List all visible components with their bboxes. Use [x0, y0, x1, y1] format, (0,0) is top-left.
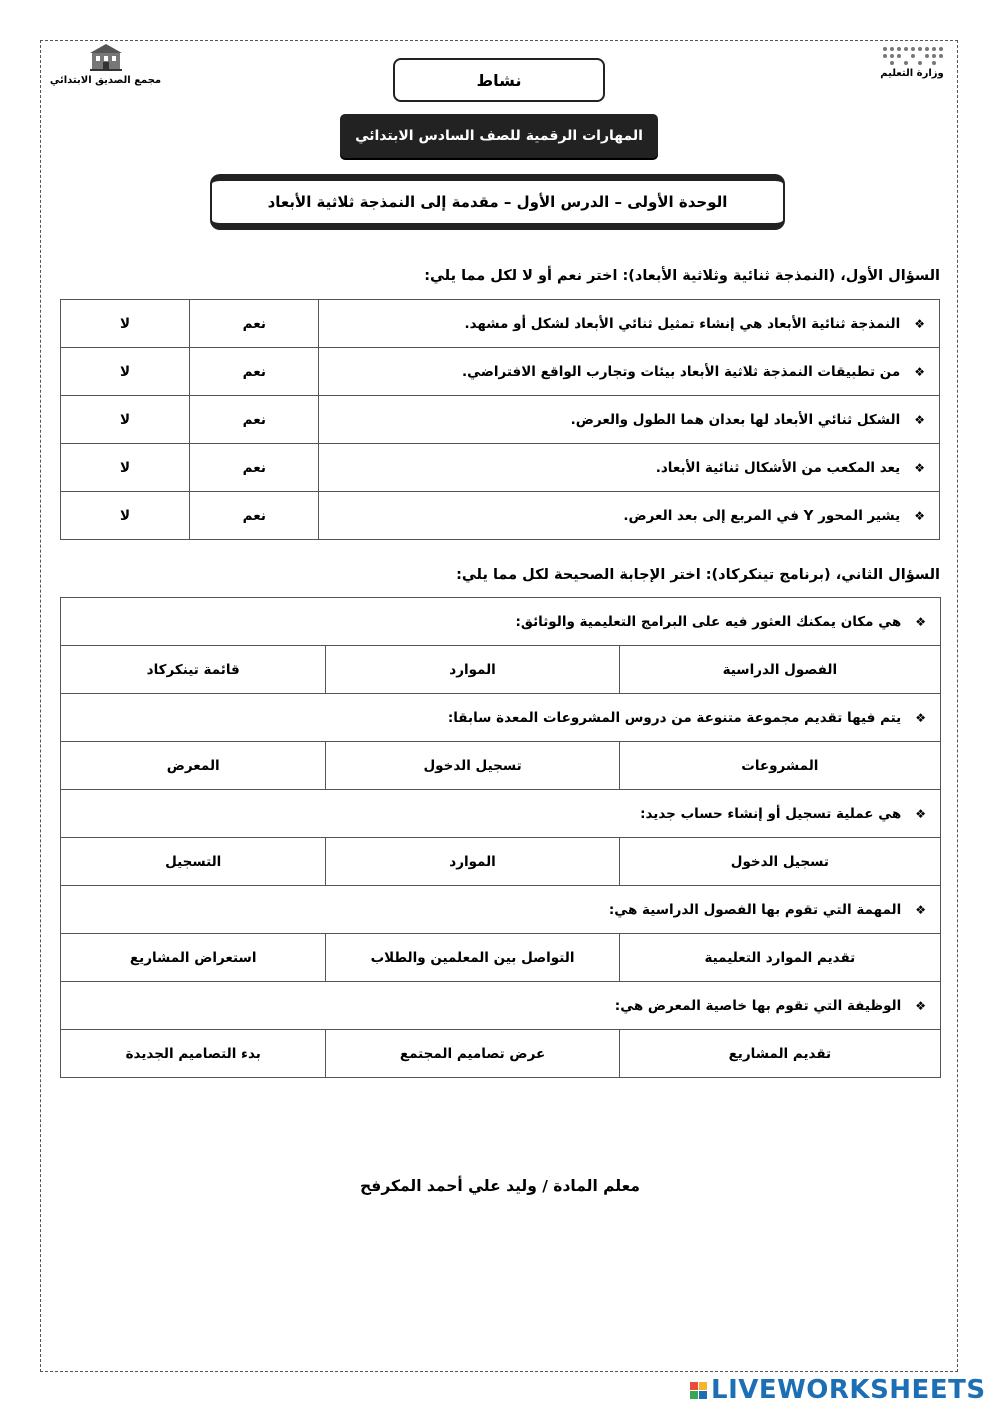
q2-question — [61, 790, 941, 838]
unit-title: الوحدة الأولى – الدرس الأول – مقدمة إلى النمذجة ثلاثية الأبعاد — [210, 174, 785, 230]
diamond-bullet-icon: ❖ — [914, 316, 925, 331]
q2-table — [60, 597, 941, 1078]
question-text: هي مكان يمكنك العثور فيه على البرامج التعليمية والوثائق: — [515, 613, 902, 630]
option-yes[interactable]: نعم — [190, 348, 319, 396]
answer-option[interactable]: الفصول الدراسية — [619, 646, 940, 694]
q2-question-row — [61, 790, 941, 838]
q1-row — [61, 348, 940, 396]
statement-text: النمذجة ثنائية الأبعاد هي إنشاء تمثيل ثنائي الأبعاد لشكل أو مشهد. — [464, 315, 901, 332]
diamond-bullet-icon: ❖ — [915, 710, 926, 725]
option-yes[interactable]: نعم — [190, 444, 319, 492]
question-text: هي عملية تسجيل أو إنشاء حساب جديد: — [640, 805, 902, 822]
option-yes[interactable]: نعم — [190, 300, 319, 348]
diamond-bullet-icon: ❖ — [915, 902, 926, 917]
answer-option[interactable]: استعراض المشاريع — [61, 934, 326, 982]
q2-options-row — [61, 934, 941, 982]
q2-options-row — [61, 838, 941, 886]
liveworksheets-watermark — [690, 1374, 986, 1406]
answer-option[interactable]: تقديم المشاريع — [619, 1030, 940, 1078]
answer-option[interactable]: المشروعات — [619, 742, 940, 790]
question-text: الوظيفة التي تقوم بها خاصية المعرض هي: — [614, 997, 902, 1014]
school-name: مجمع الصديق الابتدائي — [49, 75, 162, 86]
answer-option[interactable]: التواصل بين المعلمين والطلاب — [326, 934, 619, 982]
q1-row — [61, 396, 940, 444]
q1-row — [61, 444, 940, 492]
statement-text: يعد المكعب من الأشكال ثنائية الأبعاد. — [655, 459, 901, 476]
ministry-name: وزارة التعليم — [880, 68, 944, 79]
q1-table — [60, 299, 940, 540]
option-no[interactable]: لا — [61, 396, 190, 444]
statement-text: من تطبيقات النمذجة ثلاثية الأبعاد بيئات وتجارب الواقع الافتراضي. — [462, 363, 901, 380]
teacher-signature: معلم المادة / وليد علي أحمد المكرفح — [360, 1177, 640, 1195]
ministry-emblem-icon — [879, 44, 945, 66]
q2-options-row — [61, 646, 941, 694]
q1-row — [61, 492, 940, 540]
q2-question-row — [61, 694, 941, 742]
question-text: يتم فيها تقديم مجموعة متنوعة من دروس المشروعات المعدة سابقا: — [447, 709, 902, 726]
q1-statement — [319, 396, 940, 444]
watermark-text: LIVEWORKSHEETS — [711, 1375, 986, 1405]
diamond-bullet-icon: ❖ — [914, 508, 925, 523]
option-no[interactable]: لا — [61, 300, 190, 348]
option-yes[interactable]: نعم — [190, 492, 319, 540]
diamond-bullet-icon: ❖ — [915, 998, 926, 1013]
answer-option[interactable]: الموارد — [326, 838, 619, 886]
option-yes[interactable]: نعم — [190, 396, 319, 444]
answer-option[interactable]: تقديم الموارد التعليمية — [619, 934, 940, 982]
answer-option[interactable]: بدء التصاميم الجديدة — [61, 1030, 326, 1078]
q1-row — [61, 300, 940, 348]
diamond-bullet-icon: ❖ — [914, 412, 925, 427]
q1-statement — [319, 444, 940, 492]
q2-question — [61, 694, 941, 742]
q1-statement — [319, 348, 940, 396]
option-no[interactable]: لا — [61, 444, 190, 492]
q2-question-row — [61, 598, 941, 646]
answer-option[interactable]: تسجيل الدخول — [326, 742, 619, 790]
liveworksheets-logo-icon — [690, 1382, 707, 1399]
q2-question — [61, 982, 941, 1030]
school-logo — [48, 42, 163, 86]
q2-options-row — [61, 742, 941, 790]
activity-label: نشاط — [393, 58, 605, 102]
q2-question — [61, 886, 941, 934]
diamond-bullet-icon: ❖ — [915, 614, 926, 629]
answer-option[interactable]: الموارد — [326, 646, 619, 694]
answer-option[interactable]: التسجيل — [61, 838, 326, 886]
q2-title: السؤال الثاني، (برنامج تينكركاد): اختر الإجابة الصحيحة لكل مما يلي: — [456, 567, 940, 583]
option-no[interactable]: لا — [61, 492, 190, 540]
q1-statement — [319, 492, 940, 540]
q1-title: السؤال الأول، (النمذجة ثنائية وثلاثية الأبعاد): اختر نعم أو لا لكل مما يلي: — [424, 268, 940, 284]
statement-text: الشكل ثنائي الأبعاد لها بعدان هما الطول والعرض. — [570, 411, 901, 428]
q1-statement — [319, 300, 940, 348]
q2-question-row — [61, 886, 941, 934]
option-no[interactable]: لا — [61, 348, 190, 396]
answer-option[interactable]: المعرض — [61, 742, 326, 790]
diamond-bullet-icon: ❖ — [914, 460, 925, 475]
q2-options-row — [61, 1030, 941, 1078]
statement-text: يشير المحور Y في المربع إلى بعد العرض. — [623, 507, 901, 524]
q2-question — [61, 598, 941, 646]
ministry-logo — [872, 44, 952, 79]
q2-question-row — [61, 982, 941, 1030]
question-text: المهمة التي تقوم بها الفصول الدراسية هي: — [608, 901, 902, 918]
answer-option[interactable]: تسجيل الدخول — [619, 838, 940, 886]
diamond-bullet-icon: ❖ — [915, 806, 926, 821]
diamond-bullet-icon: ❖ — [914, 364, 925, 379]
subject-title: المهارات الرقمية للصف السادس الابتدائي — [340, 114, 658, 158]
school-building-icon — [88, 42, 124, 72]
answer-option[interactable]: قائمة تينكركاد — [61, 646, 326, 694]
answer-option[interactable]: عرض تصاميم المجتمع — [326, 1030, 619, 1078]
